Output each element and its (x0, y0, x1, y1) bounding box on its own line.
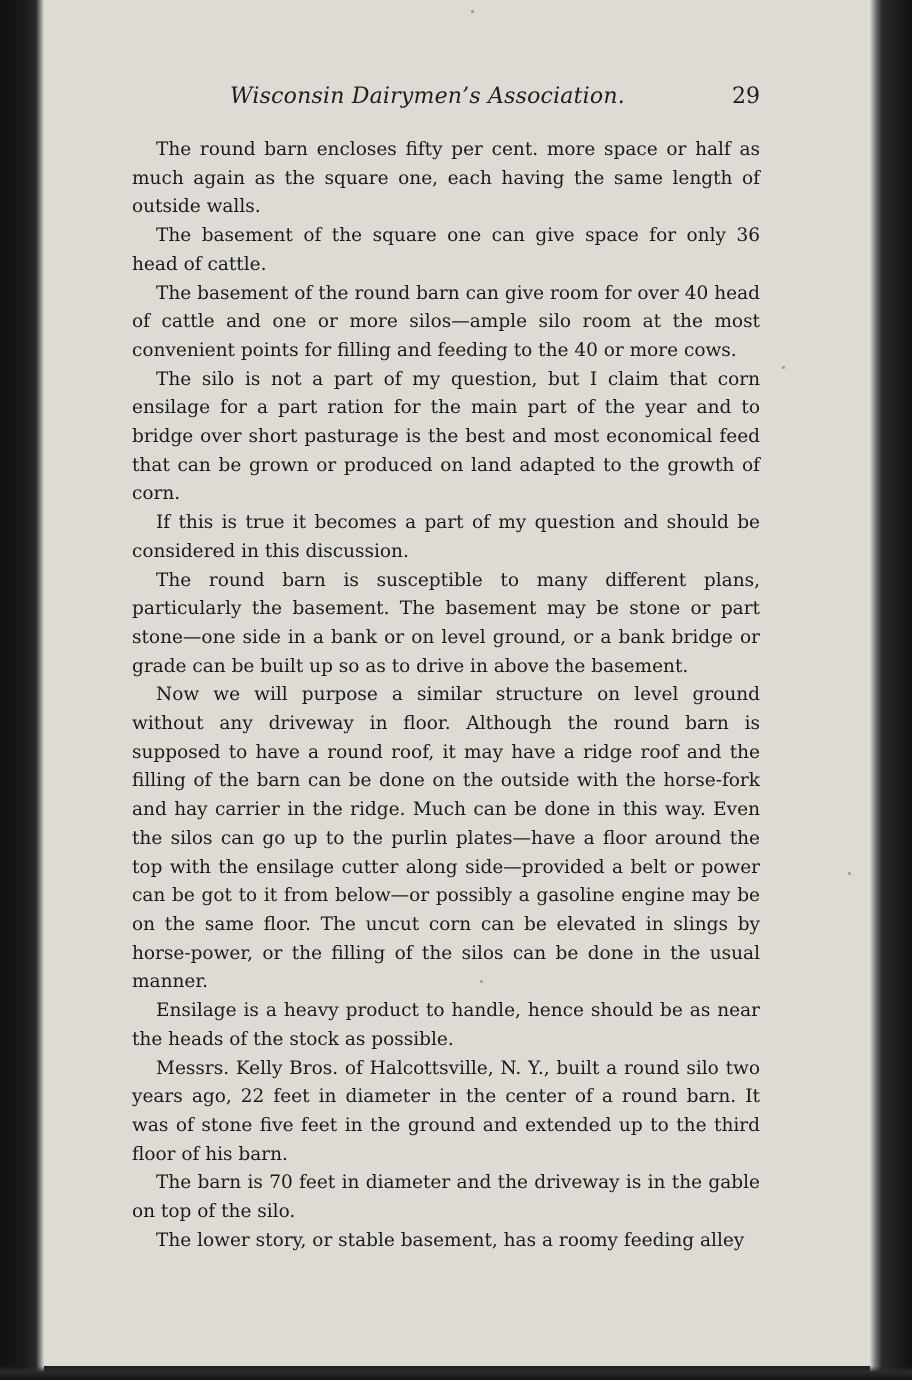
right-page-edge (870, 0, 912, 1380)
scan-speck (782, 366, 785, 369)
paragraph-8: Ensilage is a heavy product to handle, hence should be as near the heads of the stock as possible. (132, 1000, 760, 1050)
paragraph-4: The silo is not a part of my question, but I claim that corn ensilage for a part ration for the main part of the year and to bridge over short pasturage is the best and most economical feed that can be grown or produced on land adapted to the growth of corn. (132, 368, 760, 505)
paragraph-1: The round barn encloses fifty per cent. more space or half as much again as the square one, each having the same length of outside walls. (132, 139, 760, 218)
paragraph-10: The barn is 70 feet in diameter and the driveway is in the gable on top of the silo. (132, 1172, 760, 1223)
paragraph-7: Now we will purpose a similar structure on level ground without any driveway in floor. Although the round barn is supposed to have a round roof, it may have a ridge roof and the filling of the barn can be done on the outside with the horse-fork and hay carrier in the ridge. Much can be done in this way. Even the silos can go up to the purlin plates—have a floor around the top with the ensilage cutter along side—provided a belt or power can be got to it from below—or possibly a gasoline engine may be on the same floor. The uncut corn can be elevated in slings by horse-power, or the filling of the silos can be done in the usual manner. (132, 684, 760, 993)
body-text (132, 136, 760, 1255)
scan-speck (480, 980, 483, 983)
left-binding-shadow (0, 0, 44, 1380)
paragraph-9: Messrs. Kelly Bros. of Halcottsville, N. Y., built a round silo two years ago, 22 feet in diameter in the center of a round barn. It was of stone five feet in the ground and extended up to the third floor of his barn. (132, 1057, 760, 1165)
bottom-page-edge (0, 1366, 912, 1380)
paragraph-2: The basement of the square one can give space for only 36 head of cattle. (132, 225, 760, 275)
running-header (230, 86, 760, 120)
page-number: 29 (732, 84, 760, 109)
scan-speck (471, 10, 474, 13)
page-paper (44, 0, 870, 1366)
paragraph-6: The round barn is susceptible to many different plans, particularly the basement. The basement may be stone or part stone—one side in a bank or on level ground, or a bank bridge or grade can be built up so as to drive in above the basement. (132, 569, 760, 677)
paragraph-11: The lower story, or stable basement, has a roomy feeding alley (156, 1229, 745, 1251)
paragraph-3: The basement of the round barn can give room for over 40 head of cattle and one or more silos—ample silo room at the most convenient points for filling and feeding to the 40 or more cows. (132, 282, 760, 361)
paragraph-5: If this is true it becomes a part of my question and should be considered in this discussion. (132, 512, 760, 562)
running-title: Wisconsin Dairymen’s Association. (230, 84, 625, 109)
scan-speck (848, 872, 851, 875)
